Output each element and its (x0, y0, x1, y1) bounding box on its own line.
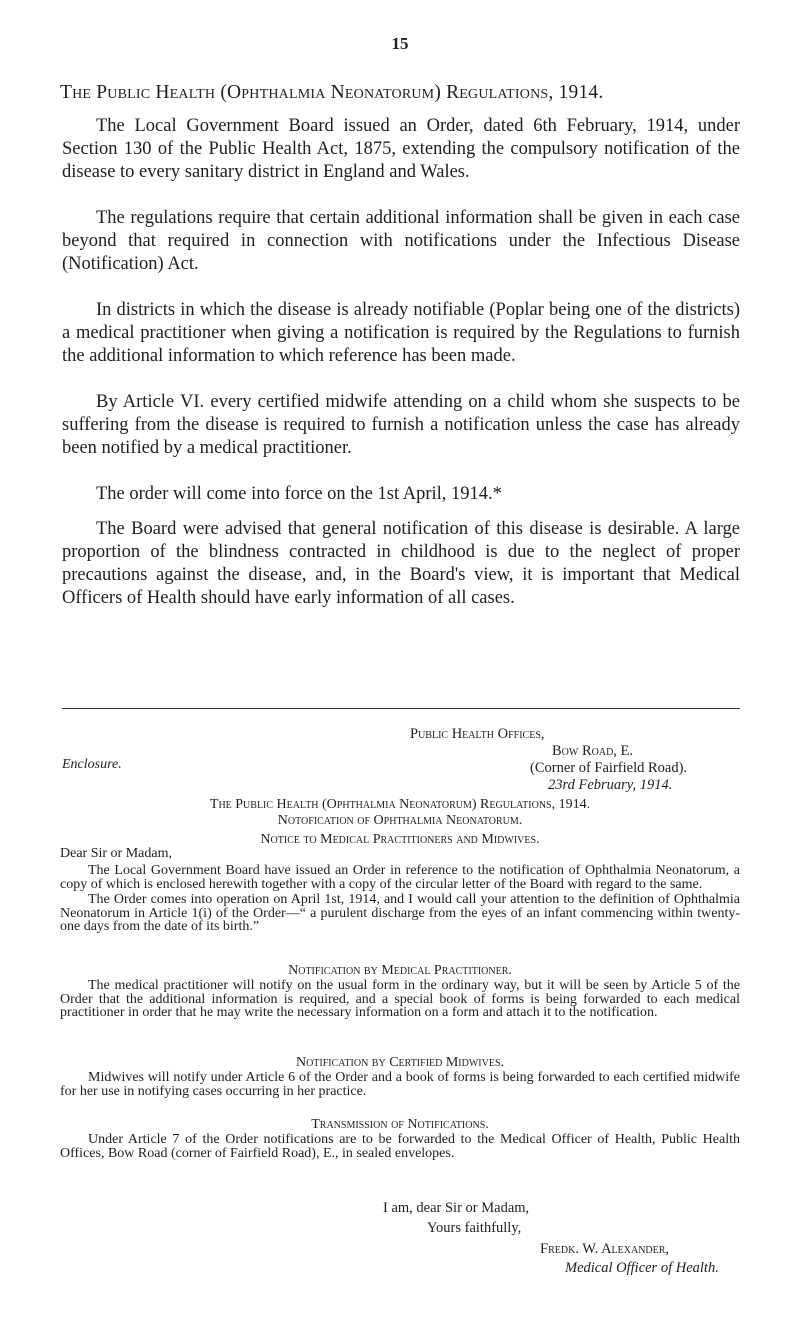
enclosure-label: Enclosure. (62, 757, 122, 772)
paragraph: By Article VI. every certified midwife attending on a child whom she suspects to be suffering from the disease is required to furnish a notification unless the case has already been notified by a medical practitioner. (62, 392, 740, 458)
paragraph: The order will come into force on the 1st April, 1914.* (96, 484, 502, 504)
sender-road: Bow Road, E. (552, 743, 634, 759)
sender-address (380, 726, 720, 794)
paragraph: Midwives will notify under Article 6 of the Order and a book of forms is being forwarded to each certified midwife for her use in notifying cases occurring in her practice. (60, 1070, 740, 1099)
paragraph: In districts in which the disease is already notifiable (Poplar being one of the districts) a medical practitioner when giving a notification is required by the Regulations to furnish the additional information to which reference has been made. (62, 300, 740, 366)
signatory: Fredk. W. Alexander, (540, 1241, 670, 1257)
section-text (60, 1071, 740, 1098)
section-title: Notification by Certified Midwives. (295, 1055, 505, 1070)
enclosure-title: The Public Health (Ophthalmia Neonatorum) Regulations, 1914. (209, 797, 591, 812)
sender-corner: (Corner of Fairfield Road). (530, 760, 688, 776)
closing: I am, dear Sir or Madam, (383, 1200, 530, 1216)
section-text (60, 1133, 740, 1160)
enclosure-intro (60, 864, 740, 934)
page-heading: The Public Health (Ophthalmia Neonatorum) Regulations, 1914. (60, 82, 604, 103)
paragraph: The Local Government Board have issued an Order in reference to the notification of Ophthalmia Neonatorum, a copy of which is enclosed herewith together with a copy of the circular letter of the Board with regard to the same. (60, 863, 740, 892)
paragraph: The Local Government Board issued an Order, dated 6th February, 1914, under Section 130 of the Public Health Act, 1875, extending the compulsory notification of the disease to every sanitary district in England and Wales. (62, 116, 740, 182)
section-title: Notification by Medical Practitioner. (288, 963, 512, 978)
paragraph: The regulations require that certain additional information shall be given in each case beyond that required in connection with notifications under the Infectious Disease (Notification) Act. (62, 208, 740, 274)
section-divider (62, 708, 740, 709)
paragraph: Under Article 7 of the Order notifications are to be forwarded to the Medical Officer of Health, Public Health Offices, Bow Road (corner of Fairfield Road), E., in sealed envelopes. (60, 1132, 740, 1161)
paragraph: The Board were advised that general notification of this disease is desirable. A large proportion of the blindness contracted in childhood is due to the neglect of proper precautions against the disease, and, in the Board's view, it is important that Medical Officers of Health should have early information of all cases. (62, 519, 740, 608)
main-text (62, 115, 740, 633)
letter-date: 23rd February, 1914. (548, 777, 673, 793)
signatory-title: Medical Officer of Health. (565, 1260, 719, 1276)
section-title: Transmission of Notifications. (311, 1117, 489, 1132)
enclosure-subtitle: Notofication of Ophthalmia Neonatorum. (277, 813, 523, 828)
page-number: 15 (391, 34, 409, 53)
paragraph: The Order comes into operation on April 1st, 1914, and I would call your attention to the definition of Ophthalmia Neonatorum in Article 1(i) of the Order—“ a purulent discharge from the eyes of an infant commencing within twenty-one days from the date of its birth.” (60, 892, 740, 934)
salutation: Dear Sir or Madam, (60, 846, 172, 861)
paragraph: The medical practitioner will notify on the usual form in the ordinary way, but it will be seen by Article 5 of the Order that the additional information is required, and a special book of forms is being forwarded to each medical practitioner in order that he may write the necessary information on a form and attach it to the notification. (60, 978, 740, 1020)
sender-office: Public Health Offices, (410, 726, 545, 742)
closing-2: Yours faithfully, (427, 1220, 522, 1236)
enclosure-notice: Notice to Medical Practitioners and Midwives. (260, 832, 540, 847)
section-text (60, 979, 740, 1020)
